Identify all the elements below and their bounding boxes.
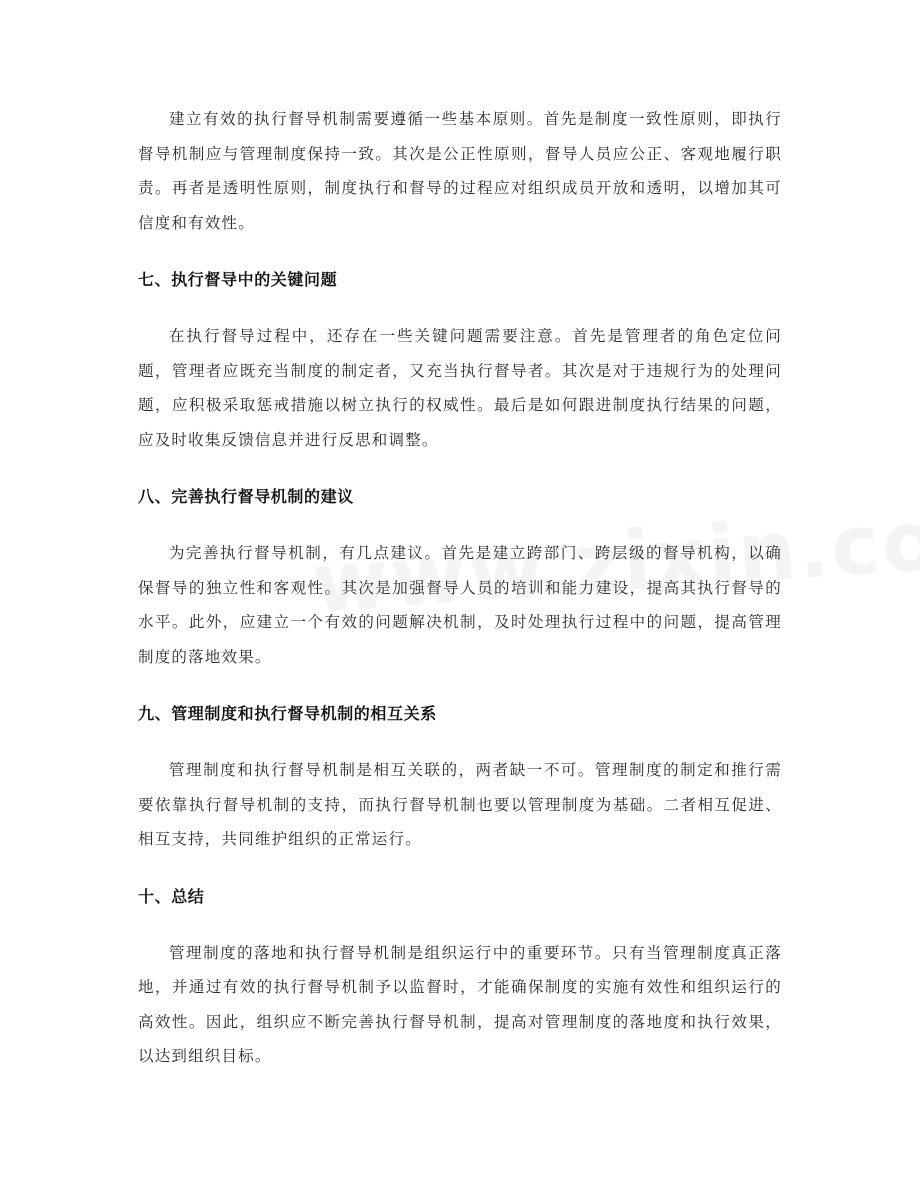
heading-relationship: 九、管理制度和执行督导机制的相互关系 bbox=[138, 704, 437, 723]
paragraph-key-issues: 在执行督导过程中，还存在一些关键问题需要注意。首先是管理者的角色定位问题，管理者应既充当制度的制定者，又充当执行督导者。其次是对于违规行为的处理问题，应积极采取惩戒措施以树立执行的权威性。最后是如何跟进制度执行结果的问题，应及时收集反馈信息并进行反思和调整。 bbox=[138, 327, 782, 449]
paragraph-suggestions: 为完善执行督导机制，有几点建议。首先是建立跨部门、跨层级的督导机构，以确保督导的独立性和客观性。其次是加强督导人员的培训和能力建设，提高其执行督导的水平。此外，应建立一个有效的问题解决机制，及时处理执行过程中的问题，提高管理制度的落地效果。 bbox=[138, 544, 782, 666]
heading-summary: 十、总结 bbox=[138, 886, 205, 906]
paragraph-relationship: 管理制度和执行督导机制是相互关联的，两者缺一不可。管理制度的制定和推行需要依靠执行督导机制的支持，而执行督导机制也要以管理制度为基础。二者相互促进、相互支持，共同维护组织的正常运行。 bbox=[138, 761, 782, 848]
paragraph-principles: 建立有效的执行督导机制需要遵循一些基本原则。首先是制度一致性原则，即执行督导机制应与管理制度保持一致。其次是公正性原则，督导人员应公正、客观地履行职责。再者是透明性原则，制度执行和督导的过程应对组织成员开放和透明，以增加其可信度和有效性。 bbox=[138, 110, 782, 232]
heading-suggestions: 八、完善执行督导机制的建议 bbox=[138, 487, 354, 506]
paragraph-summary: 管理制度的落地和执行督导机制是组织运行中的重要环节。只有当管理制度真正落地，并通过有效的执行督导机制予以监督时，才能确保制度的实施有效性和组织运行的高效性。因此，组织应不断完善执行督导机制，提高对管理制度的落地度和执行效果，以达到组织目标。 bbox=[138, 943, 782, 1065]
heading-key-issues: 七、执行督导中的关键问题 bbox=[138, 270, 338, 289]
document-body bbox=[138, 102, 782, 1074]
